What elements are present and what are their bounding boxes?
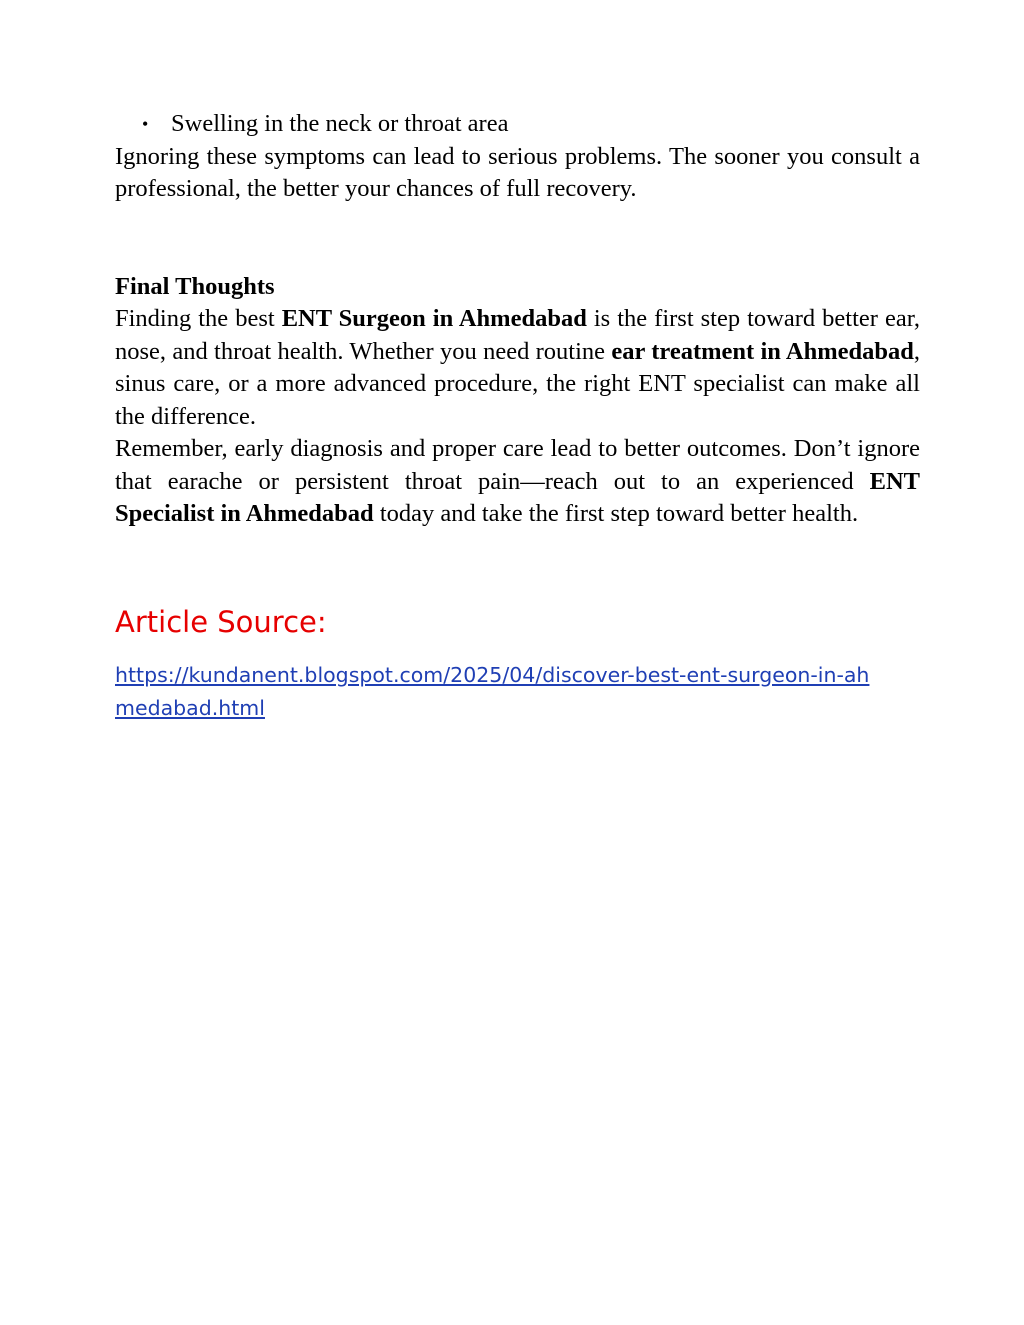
paragraph-ignore-symptoms: Ignoring these symptoms can lead to serious problems. The sooner you consult a professional, the better your chances of full recovery.	[115, 142, 920, 202]
text-run: today and take the first step toward better health.	[373, 500, 859, 527]
bold-keyword-ent-surgeon: ENT Surgeon in Ahmedabad	[281, 305, 587, 332]
text-run: is the first step toward better ear, nose, and throat health. Whether you need routine	[115, 305, 921, 365]
text-run: Remember, early diagnosis and proper care lead to better outcomes. Don’t ignore that earache or persistent throat pain—reach out to an experienced	[115, 435, 920, 495]
paragraph-finding-best	[115, 303, 920, 433]
document-body	[115, 108, 920, 725]
text-run: , sinus care, or a more advanced procedure, the right ENT specialist can make all the difference.	[115, 337, 920, 430]
article-source-link[interactable]: https://kundanent.blogspot.com/2025/04/discover-best-ent-surgeon-in-ahmedabad.html	[115, 662, 870, 720]
article-source-heading: Article Source:	[115, 604, 327, 639]
text-run: Finding the best	[115, 305, 282, 332]
bold-keyword-ent-specialist: ENT Specialist in Ahmedabad	[115, 467, 920, 527]
paragraph-remember	[115, 433, 920, 531]
bold-keyword-ear-treatment: ear treatment in Ahmedabad	[611, 337, 914, 365]
symptom-list	[115, 108, 920, 141]
list-item-text: Swelling in the neck or throat area	[171, 110, 509, 137]
section-heading-final-thoughts: Final Thoughts	[115, 272, 275, 300]
bullet-icon: •	[142, 114, 149, 134]
list-item	[115, 108, 920, 141]
